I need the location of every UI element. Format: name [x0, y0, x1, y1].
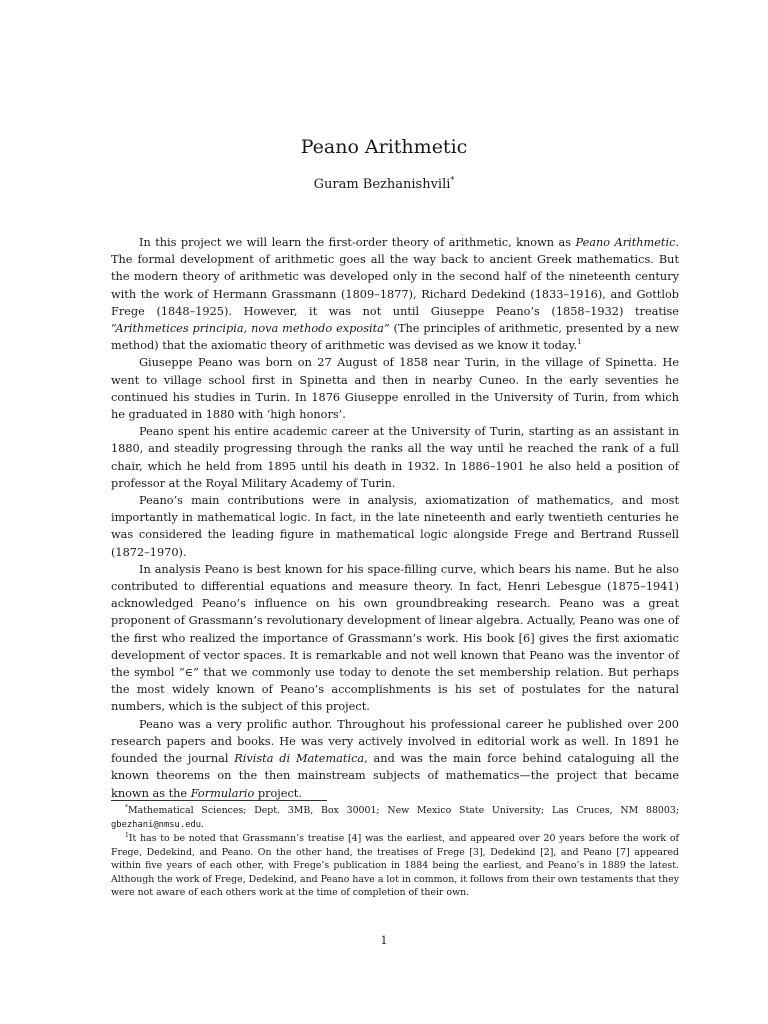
author-name: Guram Bezhanishvili: [313, 177, 451, 192]
paragraph-3: Peano spent his entire academic career at the University of Turin, starting as an assistant in 1880, and steadily progressing through the ranks all the way until he reached the rank of a full chair, which he held from 1895 until his death in 1932. In 1886–1901 he also held a position of professor at the Royal Military Academy of Turin.: [111, 425, 679, 490]
body-text: [111, 234, 679, 802]
page-number: 1: [380, 934, 388, 947]
footnotes: [111, 800, 679, 900]
paragraph-5: In analysis Peano is best known for his space-filling curve, which bears his name. But he also contributed to differential equations and measure theory. In fact, Henri Lebesgue (1875–1941) acknowledged Peano’s influence on his own groundbreaking research. Peano was a great proponent of Grassmann’s revolutionary development of linear algebra. Actually, Peano was one of the first who realized the importance of Grassmann’s work. His book [6] gives the first axiomatic development of vector spaces. It is remarkable and not well known that Peano was the inventor of the symbol “∈” that we commonly use today to denote the set membership relation. But perhaps the most widely known of Peano’s accomplishments is his set of postulates for the natural numbers, which is the subject of this project.: [111, 562, 679, 714]
footnote-ref-1[interactable]: 1: [577, 338, 582, 347]
paragraph-1: In this project we will learn the first-order theory of arithmetic, known as Peano Arithmetic. The formal development of arithmetic goes all the way back to ancient Greek mathematics. But the modern theory of arithmetic was developed only in the second half of the nineteenth century with the work of Hermann Grassmann (1809–1877), Richard Dedekind (1833–1916), and Gottlob Frege (1848–1925). However, it was not until Giuseppe Peano’s (1858–1932) treatise “Arithmetices principia, nova methodo exposita” (The principles of arithmetic, presented by a new method) that the axiomatic theory of arithmetic was devised as we know it today.$^1$: [111, 236, 679, 353]
emphasis-rivista: Rivista di Matematica: [234, 752, 365, 766]
author-line: [0, 176, 768, 194]
footnote-author-affiliation: *Mathematical Sciences; Dept. 3MB, Box 30001; New Mexico State University; Las Cruces, NM 88003; gbezhani@nmsu.edu.: [111, 803, 679, 830]
paragraph-2: Giuseppe Peano was born on 27 August of 1858 near Turin, in the village of Spinetta. He went to village school first in Spinetta and then in nearby Cuneo. In the early seventies he continued his studies in Turin. In 1876 Giuseppe enrolled in the University of Turin, from which he graduated in 1880 with ‘high honors’.: [111, 356, 679, 422]
emphasis-treatise-title: “Arithmetices principia, nova methodo exposita”: [111, 322, 390, 336]
author-email[interactable]: gbezhani@nmsu.edu: [111, 819, 202, 830]
footnote-rule: [111, 800, 327, 801]
emphasis-peano-arithmetic: Peano Arithmetic: [575, 236, 676, 249]
paragraph-4: Peano’s main contributions were in analysis, axiomatization of mathematics, and most importantly in mathematical logic. In fact, in the late nineteenth and early twentieth centuries he was considered the leading figure in mathematical logic alongside Frege and Bertrand Russell (1872–1970).: [111, 494, 679, 559]
paper-title: Peano Arithmetic: [300, 136, 468, 158]
paragraph-6: Peano was a very prolific author. Throughout his professional career he published over 200 research papers and books. He was very actively involved in editorial work as well. In 1891 he founded the journal Rivista di Matematica, and was the main force behind cataloguing all the known theorems on the then mainstream subjects of mathematics—the project that became known as the Formulario project.: [111, 717, 679, 800]
footnote-1: $^1$It has to be noted that Grassmann’s treatise [4] was the earliest, and appeared over 20 years before the work of Frege, Dedekind, and Peano. On the other hand, the treatises of Frege [3], Dedekind [2], and Peano [7] appeared within five years of each other, with Frege’s publication in 1884 being the earliest, and Peano’s in 1889 the latest. Although the work of Frege, Dedekind, and Peano have a lot in common, it follows from their own testaments that they were not aware of each others work at the time of completion of their own.: [111, 831, 679, 898]
author-footnote-mark: *: [450, 175, 455, 185]
emphasis-formulario: Formulario: [190, 786, 255, 800]
